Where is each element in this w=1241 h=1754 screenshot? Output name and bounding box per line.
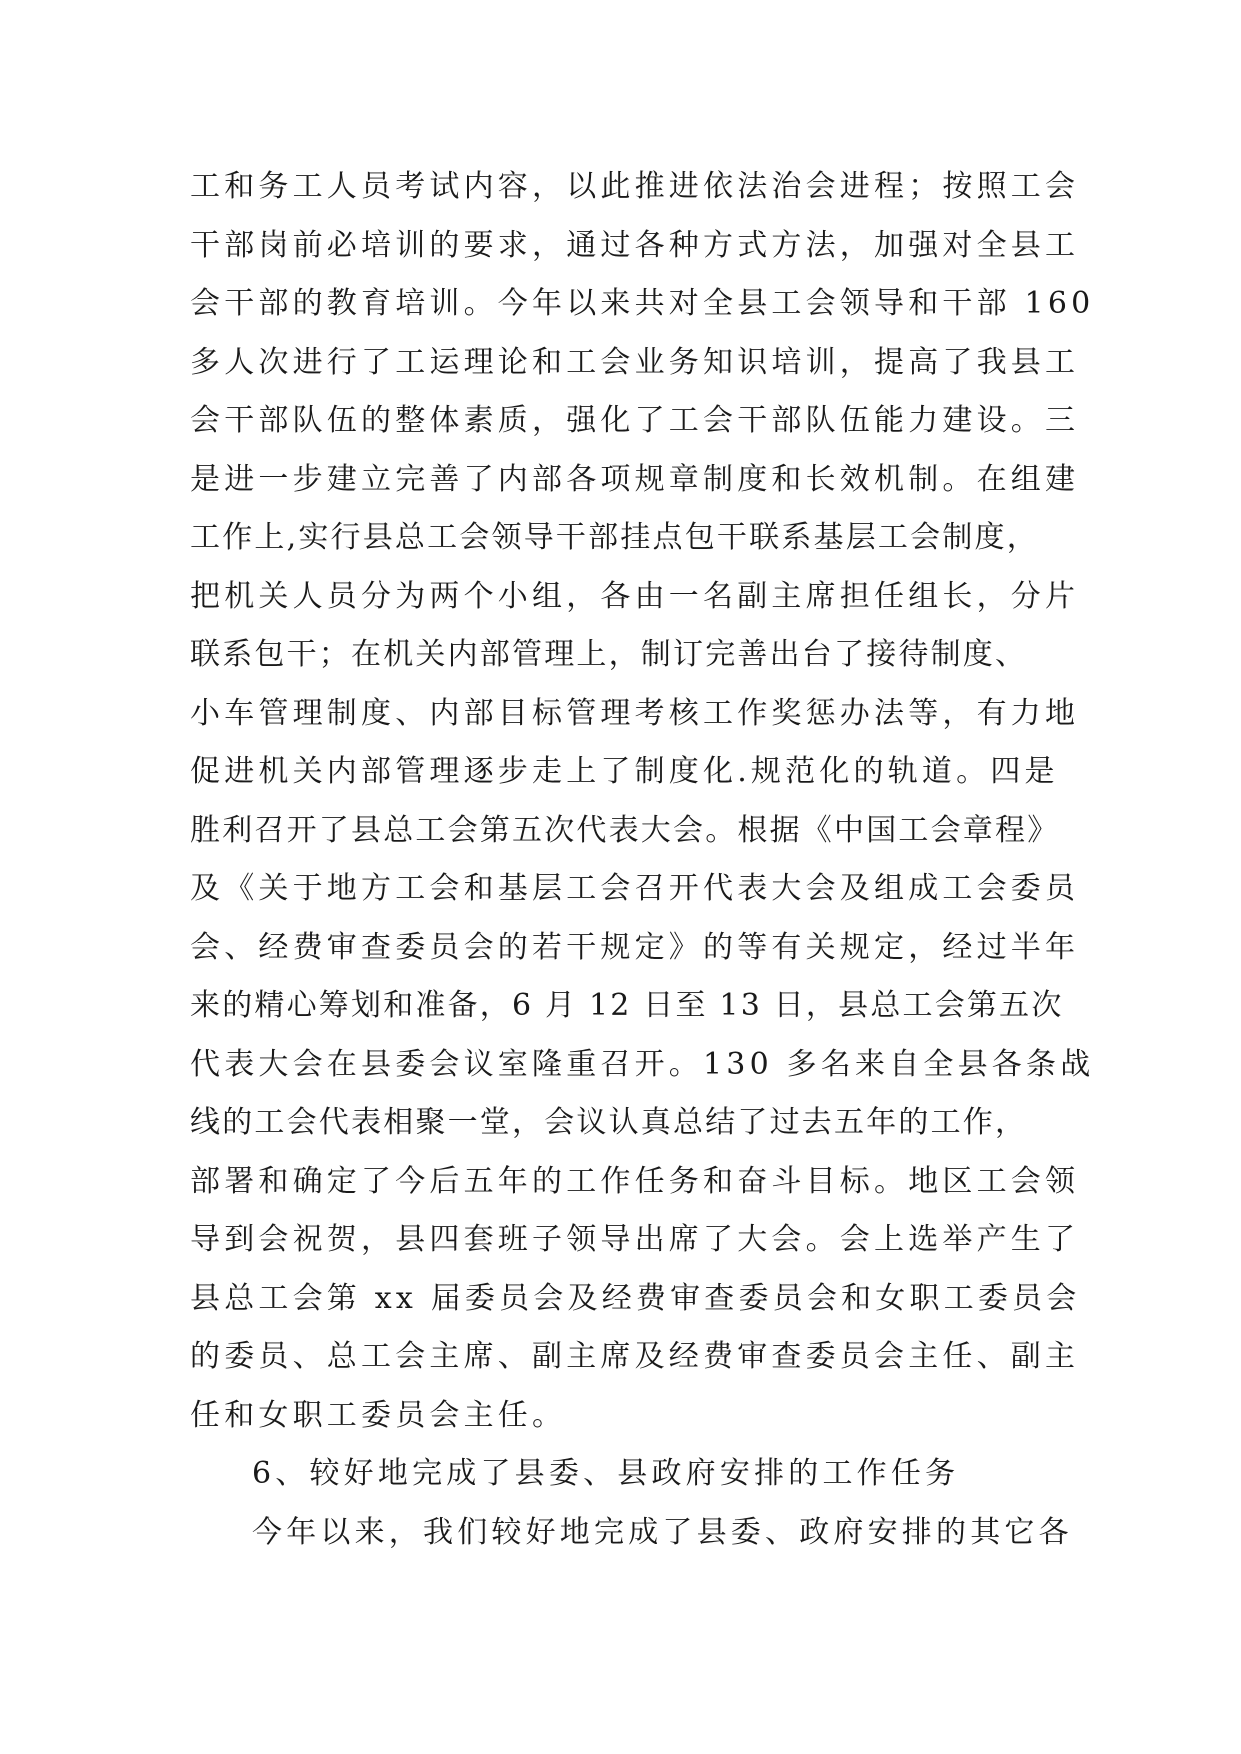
text-line: 会、经费审查委员会的若干规定》的等有关规定，经过半年 xyxy=(190,929,1080,965)
text-line: 及《关于地方工会和基层工会召开代表大会及组成工会委员 xyxy=(190,871,1080,906)
text-line: 胜利召开了县总工会第五次代表大会。根据《中国工会章程》 xyxy=(190,812,1060,848)
text-line: 导到会祝贺，县四套班子领导出席了大会。会上选举产生了 xyxy=(190,1222,1080,1257)
text-line: 把机关人员分为两个小组，各由一名副主席担任组长，分片 xyxy=(190,578,1080,614)
text-line: 联系包干；在机关内部管理上，制订完善出台了接待制度、 xyxy=(190,637,1028,672)
text-line: 代表大会在县委会议室隆重召开。130 多名来自全县各条战 xyxy=(190,1046,1095,1082)
text-line: 干部岗前必培训的要求，通过各种方式方法，加强对全县工 xyxy=(190,227,1080,263)
text-line: 会干部的教育培训。今年以来共对全县工会领导和干部 160 xyxy=(190,286,1095,321)
paragraph-first-line: 今年以来，我们较好地完成了县委、政府安排的其它各 xyxy=(252,1514,1073,1550)
text-line: 来的精心筹划和准备，6 月 12 日至 13 日，县总工会第五次 xyxy=(190,988,1064,1023)
text-line: 的委员、总工会主席、副主席及经费审查委员会主任、副主 xyxy=(190,1339,1080,1374)
text-line: 县总工会第 xx 届委员会及经费审查委员会和女职工委员会 xyxy=(190,1280,1081,1316)
text-line: 任和女职工委员会主任。 xyxy=(190,1397,567,1433)
text-line: 促进机关内部管理逐步走上了制度化.规范化的轨道。四是 xyxy=(190,754,1059,789)
text-line: 会干部队伍的整体素质，强化了工会干部队伍能力建设。三 xyxy=(190,403,1080,438)
document-body xyxy=(190,158,1095,1562)
text-line: 工和务工人员考试内容，以此推进依法治会进程；按照工会 xyxy=(190,169,1080,204)
section-heading: 6、较好地完成了县委、县政府安排的工作任务 xyxy=(252,1456,960,1491)
text-line: 工作上,实行县总工会领导干部挂点包干联系基层工会制度， xyxy=(190,520,1039,555)
text-line: 部署和确定了今后五年的工作任务和奋斗目标。地区工会领 xyxy=(190,1163,1080,1199)
text-line: 多人次进行了工运理论和工会业务知识培训，提高了我县工 xyxy=(190,344,1080,380)
text-line: 线的工会代表相聚一堂，会议认真总结了过去五年的工作， xyxy=(190,1105,1028,1140)
text-line: 小车管理制度、内部目标管理考核工作奖惩办法等，有力地 xyxy=(190,695,1080,731)
text-line: 是进一步建立完善了内部各项规章制度和长效机制。在组建 xyxy=(190,461,1080,497)
